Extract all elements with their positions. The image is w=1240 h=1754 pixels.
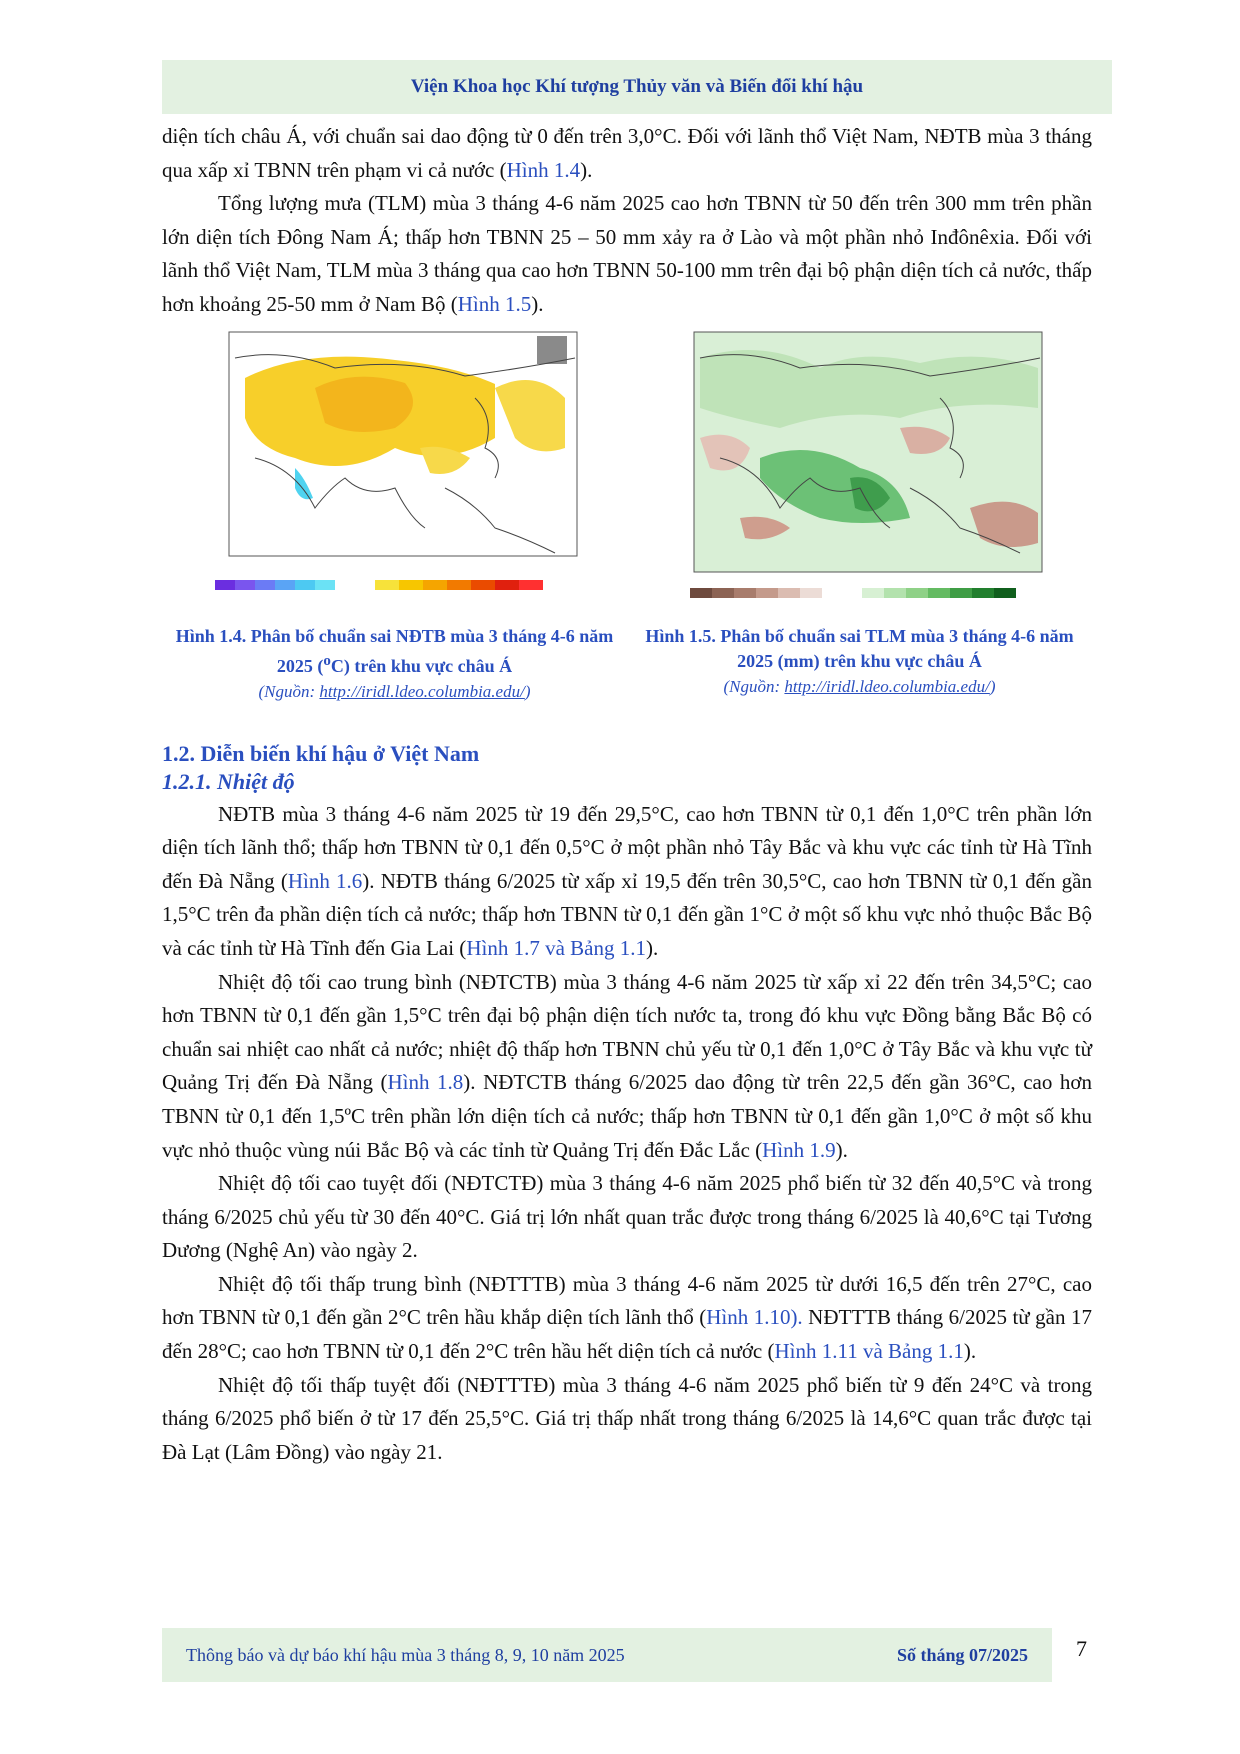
figure-1-4 [162, 328, 627, 728]
header-title: Viện Khoa học Khí tượng Thủy văn và Biến đổi khí hậu [410, 76, 864, 97]
figures-row [162, 328, 1092, 728]
figure-1-5-source-link[interactable]: http://iridl.ldeo.columbia.edu/ [784, 676, 990, 696]
figure-1-5-caption: Hình 1.5. Phân bố chuẩn sai TLM mùa 3 tháng 4-6 năm 2025 (mm) trên khu vực châu Á [645, 625, 1074, 671]
figure-1-4-source-link[interactable]: http://iridl.ldeo.columbia.edu/ [319, 681, 525, 701]
page-content [162, 120, 1092, 1469]
figure-1-4-source: (Nguồn: http://iridl.ldeo.columbia.edu/) [258, 681, 531, 701]
page-header [162, 60, 1112, 114]
link-figure-1-8[interactable]: Hình 1.8 [387, 1070, 464, 1095]
link-figure-1-9[interactable]: Hình 1.9 [762, 1137, 836, 1162]
paragraph-4: Nhiệt độ tối cao trung bình (NĐTCTB) mùa 3 tháng 4-6 năm 2025 từ xấp xỉ 22 đến trên 34,5°C; cao hơn TBNN từ 0,1 đến gần 1,5°C trên đại bộ phận diện tích nước ta, trong đó khu vực Đồng bằng Bắc Bộ có chuẩn sai nhiệt cao nhất cả nước; nhiệt độ thấp hơn TBNN chủ yếu từ 0,1 đến 1,0°C ở Tây Bắc và khu vực từ Quảng Trị đến Đà Nẵng (Hình 1.8). NĐTCTB tháng 6/2025 dao động từ trên 22,5 đến gần 36°C, cao hơn TBNN từ 0,1 đến 1,5ºC trên phần lớn diện tích cả nước; thấp hơn TBNN từ 0,1 đến gần 1,0°C ở một số khu vực nhỏ thuộc vùng núi Bắc Bộ và các tỉnh từ Quảng Trị đến Đắc Lắc (Hình 1.9). [162, 969, 1093, 1162]
footer-issue: Số tháng 07/2025 [896, 1644, 1028, 1665]
precipitation-anomaly-map [660, 328, 1060, 618]
figure-1-5-source: (Nguồn: http://iridl.ldeo.columbia.edu/) [723, 676, 996, 696]
temperature-anomaly-map [195, 328, 595, 618]
link-figure-1-11-table-1-1[interactable]: Hình 1.11 và Bảng 1.1 [774, 1339, 964, 1364]
paragraph-6: Nhiệt độ tối thấp trung bình (NĐTTTB) mùa 3 tháng 4-6 năm 2025 từ dưới 16,5 đến trên 27°C, cao hơn TBNN từ 0,1 đến gần 2°C trên hầu khắp diện tích lãnh thổ (Hình 1.10). NĐTTTB tháng 6/2025 từ gần 17 đến 28°C; cao hơn TBNN từ 0,1 đến 2°C trên hầu hết diện tích cả nước (Hình 1.11 và Bảng 1.1). [162, 1271, 1092, 1364]
page-footer [162, 1628, 1052, 1682]
paragraph-2: Tổng lượng mưa (TLM) mùa 3 tháng 4-6 năm 2025 cao hơn TBNN từ 50 đến trên 300 mm trên phần lớn diện tích Đông Nam Á; thấp hơn TBNN 25 – 50 mm xảy ra ở Lào và một phần nhỏ Inđônêxia. Đối với lãnh thổ Việt Nam, TLM mùa 3 tháng qua cao hơn TBNN 50-100 mm trên đại bộ phận diện tích cả nước, thấp hơn khoảng 25-50 mm ở Nam Bộ (Hình 1.5). [162, 191, 1092, 316]
paragraph-7: Nhiệt độ tối thấp tuyệt đối (NĐTTTĐ) mùa 3 tháng 4-6 năm 2025 phổ biến từ 9 đến 24°C và trong tháng 6/2025 phổ biến ở từ 17 đến 25,5°C. Giá trị thấp nhất trong tháng 6/2025 là 14,6°C quan trắc được tại Đà Lạt (Lâm Đồng) vào ngày 21. [162, 1372, 1092, 1464]
link-figure-1-4[interactable]: Hình 1.4 [506, 157, 581, 182]
link-figure-1-5[interactable]: Hình 1.5 [457, 291, 532, 316]
subsection-heading: 1.2.1. Nhiệt độ [162, 768, 295, 794]
link-figure-1-10[interactable]: Hình 1.10). [706, 1305, 803, 1330]
temperature-colorbar [215, 580, 543, 590]
paragraph-1: diện tích châu Á, với chuẩn sai dao động từ 0 đến trên 3,0°C. Đối với lãnh thổ Việt Nam, NĐTB mùa 3 tháng qua xấp xỉ TBNN trên phạm vi cả nước (Hình 1.4). [162, 124, 1092, 182]
figure-1-4-caption: Hình 1.4. Phân bố chuẩn sai NĐTB mùa 3 tháng 4-6 năm 2025 ($^o$C) trên khu vực châu Á [175, 625, 614, 676]
link-figure-1-7-table-1-1[interactable]: Hình 1.7 và Bảng 1.1 [466, 935, 646, 960]
paragraph-3: NĐTB mùa 3 tháng 4-6 năm 2025 từ 19 đến 29,5°C, cao hơn TBNN từ 0,1 đến 1,0°C trên phần lớn diện tích lãnh thổ; thấp hơn TBNN từ 0,1 đến 0,5°C ở một phần nhỏ Tây Bắc và khu vực các tỉnh từ Hà Tĩnh đến Đà Nẵng (Hình 1.6). NĐTB tháng 6/2025 từ xấp xỉ 19,5 đến trên 30,5°C, cao hơn TBNN từ 0,1 đến gần 1,5°C trên đa phần diện tích cả nước; thấp hơn TBNN từ 0,1 đến gần 1°C ở một số khu vực nhỏ thuộc Bắc Bộ và các tỉnh từ Hà Tĩnh đến Gia Lai (Hình 1.7 và Bảng 1.1). [162, 801, 1092, 960]
paragraph-5: Nhiệt độ tối cao tuyệt đối (NĐTCTĐ) mùa 3 tháng 4-6 năm 2025 phổ biến từ 32 đến 40,5°C và trong tháng 6/2025 chủ yếu từ 30 đến 40°C. Giá trị lớn nhất quan trắc được trong tháng 6/2025 là 40,6°C tại Tương Dương (Nghệ An) vào ngày 2. [162, 1171, 1092, 1263]
page-number: 7 [1076, 1636, 1087, 1661]
section-heading: 1.2. Diễn biến khí hậu ở Việt Nam [162, 740, 480, 766]
precipitation-colorbar [690, 588, 1016, 598]
figure-1-5 [627, 328, 1092, 728]
link-figure-1-6[interactable]: Hình 1.6 [287, 868, 363, 893]
footer-title: Thông báo và dự báo khí hậu mùa 3 tháng 8, 9, 10 năm 2025 [186, 1644, 625, 1665]
